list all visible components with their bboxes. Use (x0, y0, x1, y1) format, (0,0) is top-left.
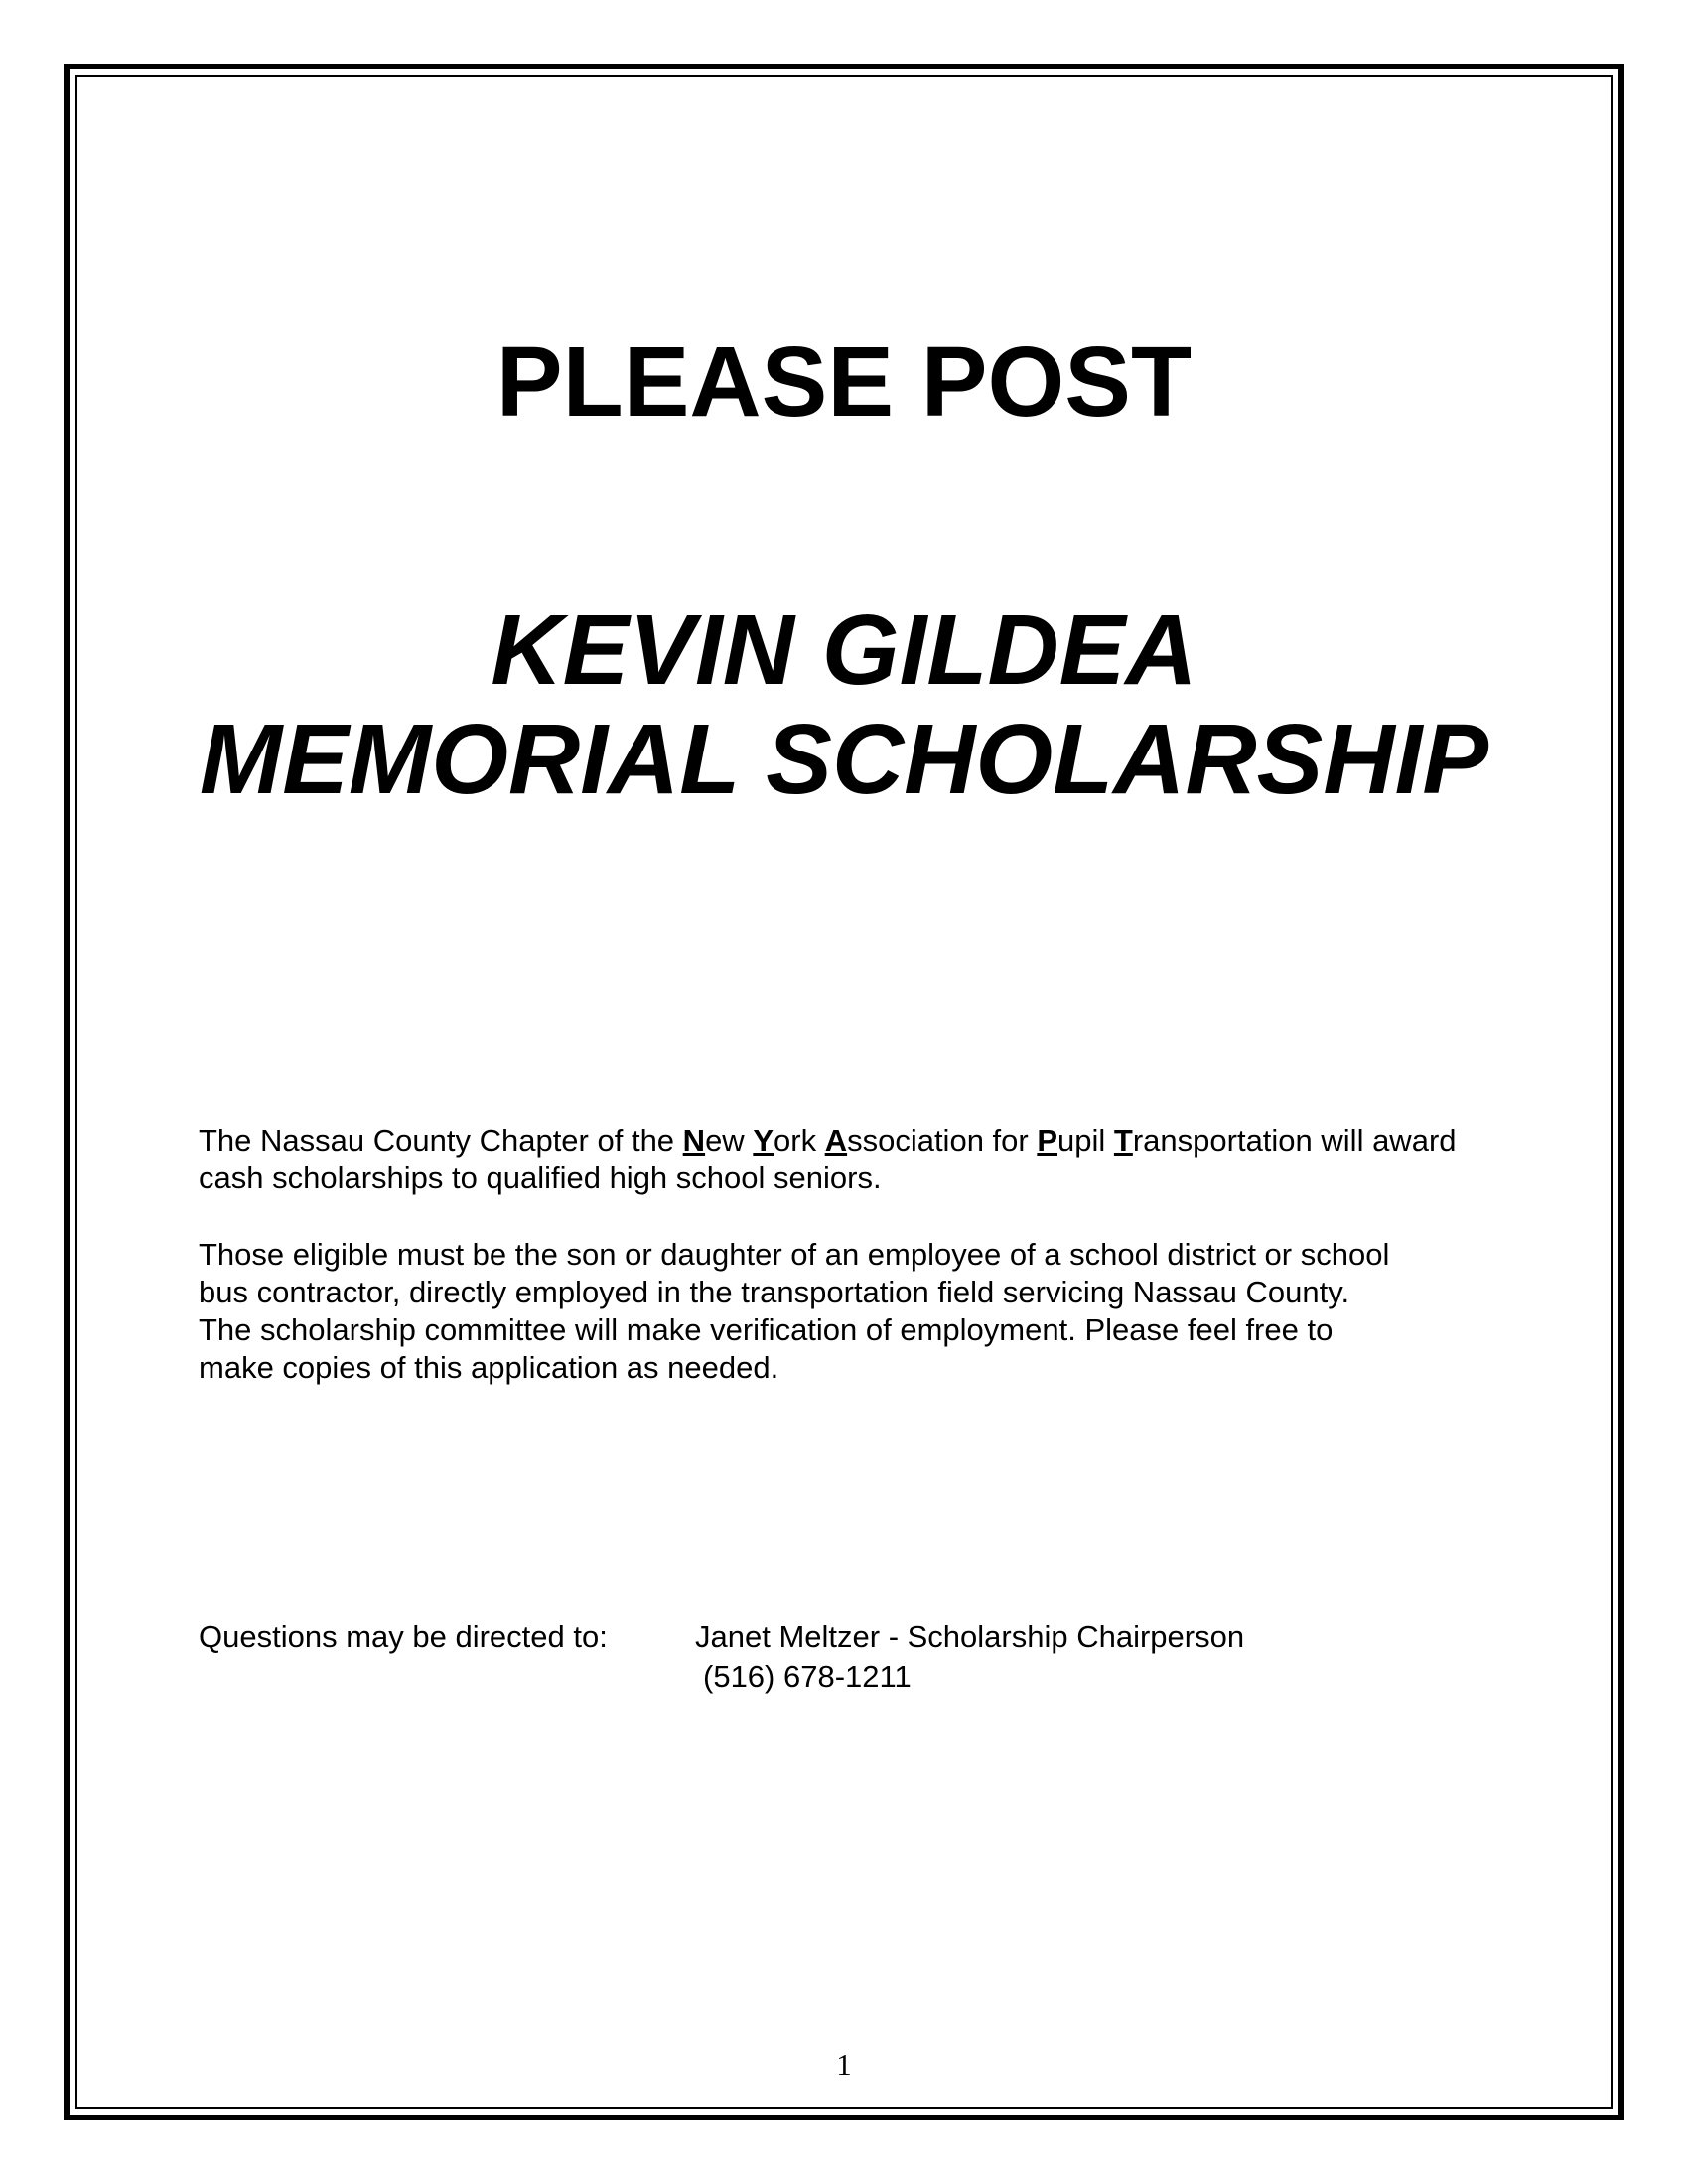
org-letter-p: P (1037, 1123, 1058, 1158)
eligibility-line-4: make copies of this application as needed. (199, 1350, 779, 1385)
org-letter-n: N (682, 1123, 706, 1158)
org-letter-t: T (1113, 1123, 1133, 1158)
eligibility-line-1: Those eligible must be the son or daughter of an employee of a school district or school (199, 1237, 1390, 1272)
eligibility-line-3: The scholarship committee will make verification of employment. Please feel free to (199, 1312, 1334, 1347)
page-number: 1 (836, 2047, 852, 2082)
org-letter-y: Y (753, 1123, 774, 1158)
scholarship-title-line-2: MEMORIAL SCHOLARSHIP (199, 704, 1489, 815)
contact-label: Questions may be directed to: (199, 1619, 608, 1654)
contact-phone: (516) 678-1211 (703, 1659, 912, 1694)
org-word-ssociation: ssociation for (847, 1123, 1038, 1158)
org-word-ransportation: ransportation (1132, 1123, 1313, 1158)
eligibility-paragraph (199, 1236, 1509, 1387)
org-word-ork: ork (774, 1123, 825, 1158)
org-word-ew: ew (705, 1123, 754, 1158)
scholarship-title-line-1: KEVIN GILDEA (491, 595, 1197, 706)
scholarship-title (0, 596, 1688, 814)
intro-text-end: will award cash scholarships to qualified high school seniors. (199, 1123, 1457, 1195)
intro-text-start: The Nassau County Chapter of the (199, 1123, 683, 1158)
please-post-heading: PLEASE POST (495, 327, 1193, 438)
org-word-upil: upil (1057, 1123, 1114, 1158)
contact-name: Janet Meltzer - Scholarship Chairperson (695, 1619, 1245, 1654)
intro-paragraph (199, 1122, 1509, 1197)
eligibility-line-2: bus contractor, directly employed in the transportation field servicing Nassau County. (199, 1275, 1350, 1309)
org-letter-a: A (824, 1123, 848, 1158)
